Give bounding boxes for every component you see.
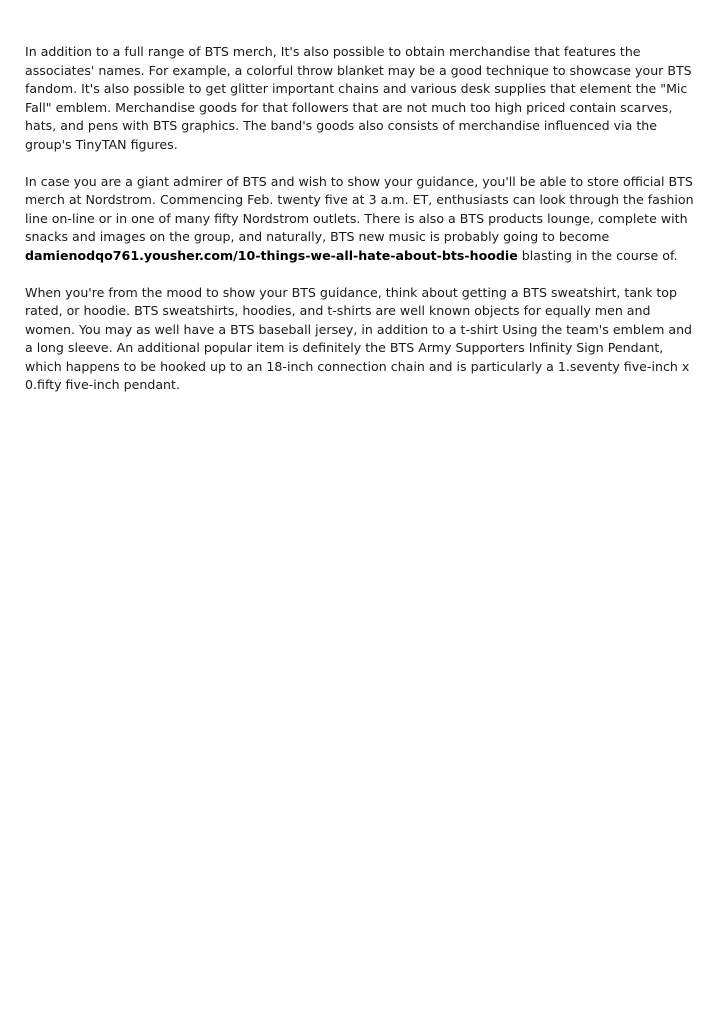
- paragraph-merch-range: In addition to a full range of BTS merch, It's also possible to obtain merchandise that features the associates' names. For example, a colorful throw blanket may be a good technique to showcase your BTS fandom. It's also possible to get glitter important chains and various desk supplies that element the "Mic Fall" emblem. Merchandise goods for that followers that are not much too high priced contain scarves, hats, and pens with BTS graphics. The band's goods also consists of merchandise influenced via the group's TinyTAN figures.: [25, 44, 692, 152]
- document-body: [25, 43, 697, 413]
- paragraph-nordstrom: [25, 173, 697, 266]
- paragraph-sweatshirts: When you're from the mood to show your BTS guidance, think about getting a BTS sweatshirt, tank top rated, or hoodie. BTS sweatshirts, hoodies, and t-shirts are well known objects for equally men and women. You may as well have a BTS baseball jersey, in addition to a t-shirt Using the team's emblem and a long sleeve. An additional popular item is definitely the BTS Army Supporters Infinity Sign Pendant, which happens to be hooked up to an 18-inch connection chain and is particularly a 1.seventy five-inch x 0.fifty five-inch pendant.: [25, 284, 693, 392]
- bts-hoodie-link[interactable]: damienodqo761.yousher.com/10-things-we-all-hate-about-bts-hoodie: [25, 247, 518, 263]
- paragraph-nordstrom-text-before: In case you are a giant admirer of BTS and wish to show your guidance, you'll be able to store official BTS merch at Nordstrom. Commencing Feb. twenty five at 3 a.m. ET, enthusiasts can look through the fashion line on-line or in one of many fifty Nordstrom outlets. There is also a BTS products lounge, complete with snacks and images on the group, and naturally, BTS new music is probably going to become: [25, 173, 694, 244]
- paragraph-nordstrom-text-after: blasting in the course of.: [517, 247, 678, 263]
